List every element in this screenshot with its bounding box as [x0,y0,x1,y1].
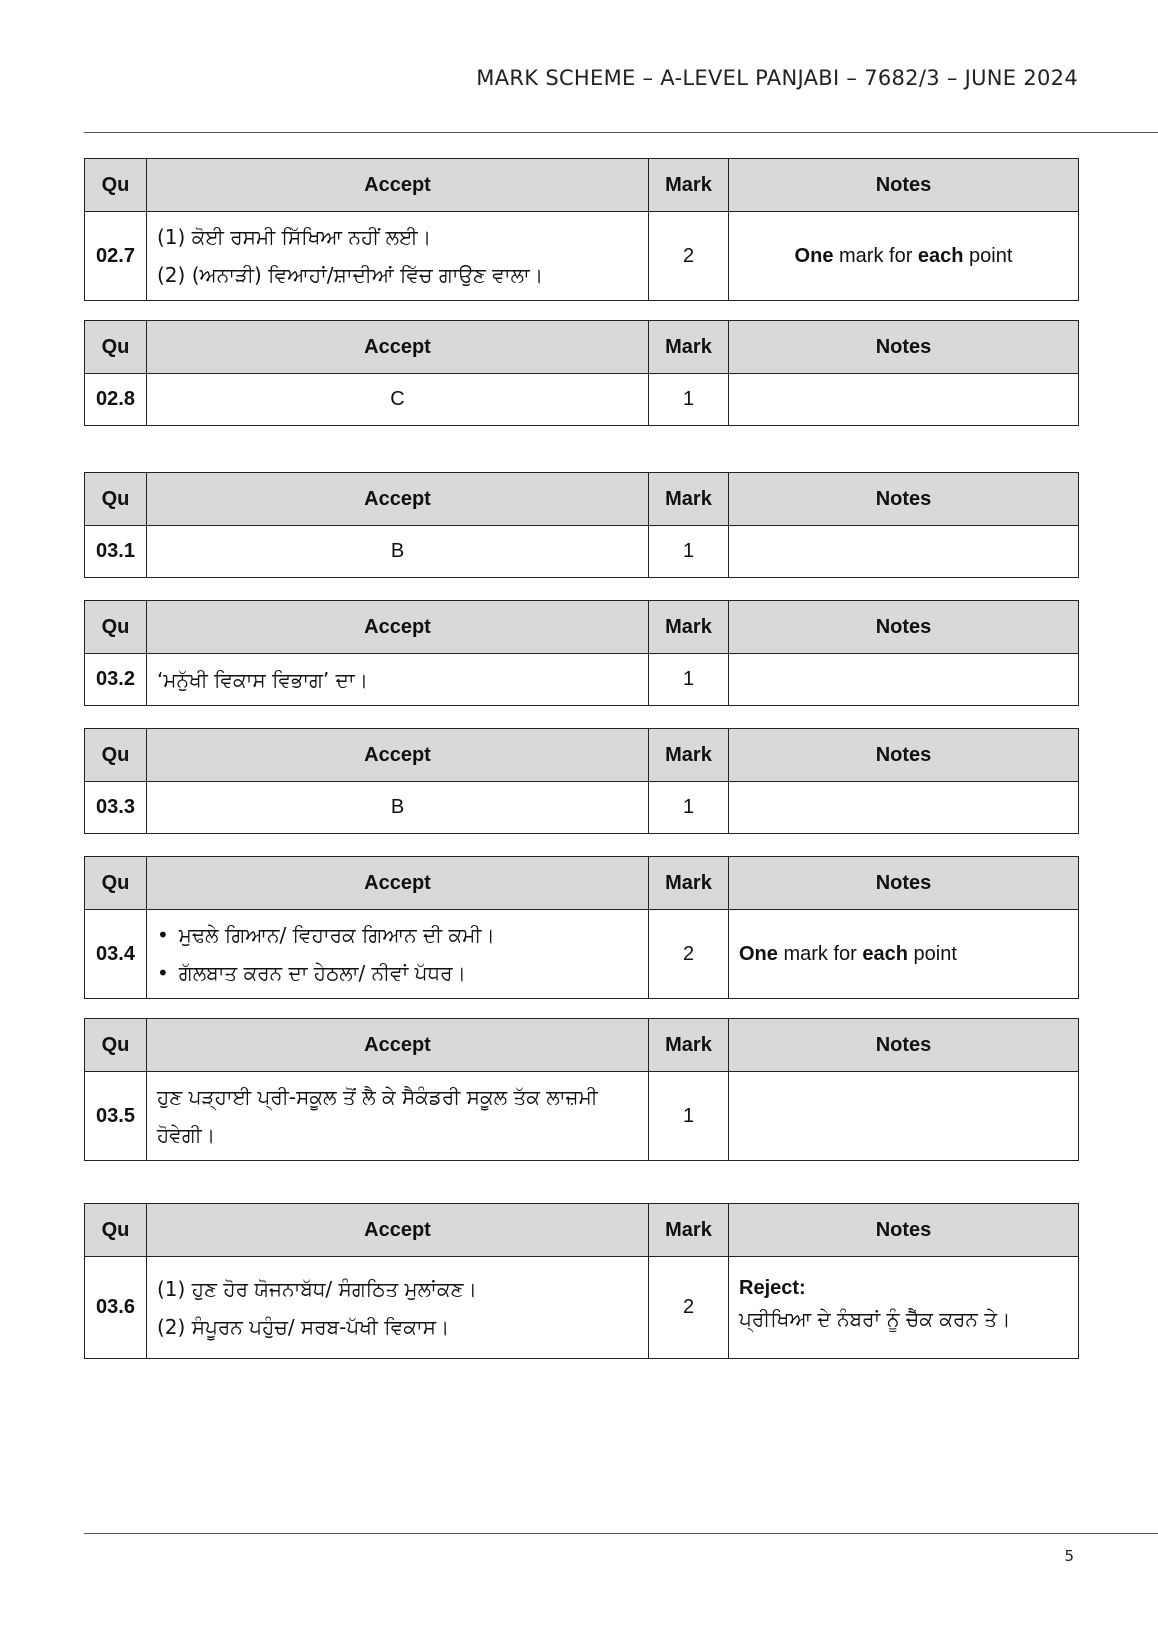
col-notes-header: Notes [729,473,1079,526]
table-header-row [85,729,1079,782]
col-notes-header: Notes [729,1204,1079,1257]
question-number: 03.1 [85,526,147,578]
mark-value: 1 [649,526,729,578]
notes [729,1072,1079,1161]
col-qu-header: Qu [85,1019,147,1072]
col-accept-header: Accept [147,321,649,374]
table-row [85,654,1079,706]
notes [729,526,1079,578]
mark-value: 1 [649,374,729,426]
col-accept-header: Accept [147,473,649,526]
table-row [85,374,1079,426]
col-notes-header: Notes [729,857,1079,910]
col-notes-header: Notes [729,321,1079,374]
col-mark-header: Mark [649,473,729,526]
notes: One mark for each point [729,910,1079,999]
col-notes-header: Notes [729,729,1079,782]
notes [729,654,1079,706]
document-header: MARK SCHEME – A-LEVEL PANJABI – 7682/3 – JUNE 2024 [476,66,1078,90]
accept-answer: ‘ਮਨੁੱਖੀ ਵਿਕਾਸ ਵਿਭਾਗ’ ਦਾ। [147,654,649,706]
list-item: • ਗੱਲਬਾਤ ਕਰਨ ਦਾ ਹੇਠਲਾ/ ਨੀਵਾਂ ਪੱਧਰ। [157,954,638,992]
accept-answer [147,910,649,999]
notes: One mark for each point [729,212,1079,301]
col-qu-header: Qu [85,729,147,782]
col-mark-header: Mark [649,601,729,654]
table-header-row [85,857,1079,910]
mark-value: 1 [649,654,729,706]
col-accept-header: Accept [147,857,649,910]
reject-text: ਪ੍ਰੀਖਿਆ ਦੇ ਨੰਬਰਾਂ ਨੂੰ ਚੈੱਕ ਕਰਨ ਤੇ। [739,1307,1011,1331]
mark-value: 1 [649,1072,729,1161]
accept-answer: B [147,526,649,578]
table-row [85,782,1079,834]
question-number: 02.8 [85,374,147,426]
question-number: 03.4 [85,910,147,999]
table-header-row [85,1204,1079,1257]
col-qu-header: Qu [85,601,147,654]
accept-answer: B [147,782,649,834]
accept-line: (2) ਸੰਪੂਰਨ ਪਹੁੰਚ/ ਸਰਬ-ਪੱਖੀ ਵਿਕਾਸ। [157,1314,450,1339]
notes [729,1257,1079,1359]
col-notes-header: Notes [729,159,1079,212]
table-row [85,1072,1079,1161]
mark-table-03-4 [84,856,1079,999]
col-qu-header: Qu [85,321,147,374]
table-row [85,526,1079,578]
footer-rule [84,1533,1158,1534]
mark-table-02-7 [84,158,1079,301]
table-header-row [85,159,1079,212]
mark-value: 2 [649,212,729,301]
col-notes-header: Notes [729,1019,1079,1072]
notes [729,374,1079,426]
mark-table-02-8 [84,320,1079,426]
question-number: 03.2 [85,654,147,706]
accept-answer [147,1257,649,1359]
reject-label: Reject: [739,1277,806,1299]
mark-table-03-3 [84,728,1079,834]
accept-answer [147,1072,649,1161]
col-mark-header: Mark [649,321,729,374]
question-number: 02.7 [85,212,147,301]
col-qu-header: Qu [85,857,147,910]
accept-line: ਹੁਣ ਪੜ੍ਹਾਈ ਪ੍ਰੀ-ਸਕੂਲ ਤੋਂ ਲੈ ਕੇ ਸੈਕੰਡਰੀ ਸਕੂਲ ਤੱਕ ਲਾਜ਼ਮੀ [157,1085,598,1109]
table-row [85,1257,1079,1359]
question-number: 03.3 [85,782,147,834]
accept-line: (2) (ਅਨਾੜੀ) ਵਿਆਹਾਂ/ਸ਼ਾਦੀਆਂ ਵਿੱਚ ਗਾਉਣ ਵਾਲਾ। [157,263,544,287]
mark-value: 2 [649,910,729,999]
col-mark-header: Mark [649,1019,729,1072]
col-mark-header: Mark [649,857,729,910]
accept-line: (1) ਕੋਈ ਰਸਮੀ ਸਿੱਖਿਆ ਨਹੀਂ ਲਈ। [157,225,432,249]
accept-answer: C [147,374,649,426]
table-row [85,212,1079,301]
mark-table-03-6 [84,1203,1079,1359]
col-qu-header: Qu [85,1204,147,1257]
table-header-row [85,1019,1079,1072]
table-header-row [85,601,1079,654]
question-number: 03.5 [85,1072,147,1161]
accept-line: ਹੋਵੇਗੀ। [157,1123,216,1147]
col-mark-header: Mark [649,1204,729,1257]
mark-value: 2 [649,1257,729,1359]
table-row [85,910,1079,999]
header-rule [84,132,1158,133]
table-header-row [85,321,1079,374]
accept-answer [147,212,649,301]
notes [729,782,1079,834]
col-qu-header: Qu [85,473,147,526]
mark-table-03-5 [84,1018,1079,1161]
col-accept-header: Accept [147,1019,649,1072]
col-mark-header: Mark [649,729,729,782]
mark-value: 1 [649,782,729,834]
mark-table-03-1 [84,472,1079,578]
mark-table-03-2 [84,600,1079,706]
accept-bullet-list [157,916,638,992]
page-number: 5 [1064,1547,1074,1565]
table-header-row [85,473,1079,526]
question-number: 03.6 [85,1257,147,1359]
col-accept-header: Accept [147,729,649,782]
col-notes-header: Notes [729,601,1079,654]
accept-line: (1) ਹੁਣ ਹੋਰ ਯੋਜਨਾਬੱਧ/ ਸੰਗਠਿਤ ਮੁਲਾਂਕਣ। [157,1276,477,1301]
col-accept-header: Accept [147,159,649,212]
col-accept-header: Accept [147,601,649,654]
col-accept-header: Accept [147,1204,649,1257]
col-mark-header: Mark [649,159,729,212]
list-item: • ਮੁਢਲੇ ਗਿਆਨ/ ਵਿਹਾਰਕ ਗਿਆਨ ਦੀ ਕਮੀ। [157,916,638,954]
col-qu-header: Qu [85,159,147,212]
